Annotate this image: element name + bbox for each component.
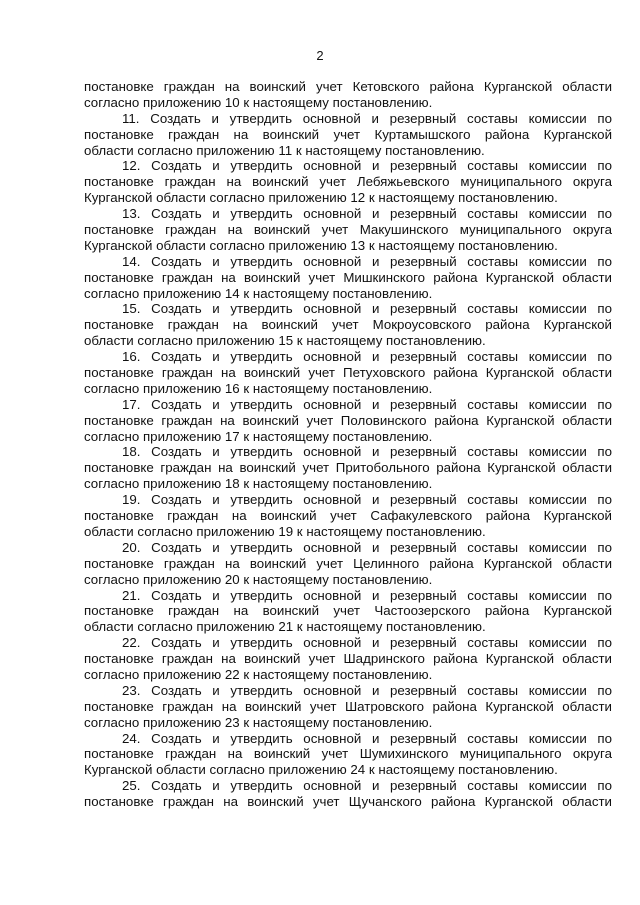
text-line: Курганской области согласно приложению 13 к настоящему постановлению.	[84, 237, 558, 253]
text-line: 11. Создать и утвердить основной и резервный составы комиссии по	[122, 110, 612, 126]
paragraph	[84, 301, 612, 349]
text-line: 22. Создать и утвердить основной и резервный составы комиссии по	[122, 635, 612, 651]
text-line: согласно приложению 22 к настоящему постановлению.	[84, 666, 433, 682]
text-line: области согласно приложению 11 к настоящему постановлению.	[84, 142, 485, 158]
text-line: постановке граждан на воинский учет Сафакулевского района Курганской	[84, 508, 612, 524]
text-line: 14. Создать и утвердить основной и резервный составы комиссии по	[122, 253, 612, 269]
text-line: постановке граждан на воинский учет Петуховского района Курганской области	[84, 365, 612, 381]
text-line: постановке граждан на воинский учет Кетовского района Курганской области	[84, 79, 612, 94]
text-line: согласно приложению 20 к настоящему постановлению.	[84, 571, 433, 587]
text-line: согласно приложению 14 к настоящему постановлению.	[84, 285, 433, 301]
page-number: 2	[316, 48, 324, 63]
text-line: 19. Создать и утвердить основной и резервный составы комиссии по	[122, 492, 612, 508]
text-line: области согласно приложению 21 к настоящему постановлению.	[84, 619, 486, 635]
text-line: постановке граждан на воинский учет Шадринского района Курганской области	[84, 651, 612, 667]
text-line: постановке граждан на воинский учет Лебяжьевского муниципального округа	[84, 174, 612, 190]
paragraph	[84, 111, 612, 159]
text-line: постановке граждан на воинский учет Частоозерского района Курганской	[84, 603, 612, 619]
text-line: области согласно приложению 15 к настоящему постановлению.	[84, 333, 486, 349]
paragraph	[84, 349, 612, 397]
text-line: области согласно приложению 19 к настоящему постановлению.	[84, 523, 486, 539]
text-line: 13. Создать и утвердить основной и резервный составы комиссии по	[122, 206, 612, 222]
text-line: постановке граждан на воинский учет Мокроусовского района Курганской	[84, 317, 612, 333]
paragraph	[84, 397, 612, 445]
paragraph	[84, 540, 612, 588]
text-line: согласно приложению 17 к настоящему постановлению.	[84, 428, 433, 444]
document-body	[84, 79, 612, 810]
text-line: постановке граждан на воинский учет Куртамышского района Курганской	[84, 126, 612, 142]
text-line: согласно приложению 18 к настоящему постановлению.	[84, 476, 433, 492]
paragraph	[84, 444, 612, 492]
text-line: постановке граждан на воинский учет Целинного района Курганской области	[84, 555, 612, 571]
text-line: 17. Создать и утвердить основной и резервный составы комиссии по	[122, 396, 612, 412]
paragraph	[84, 492, 612, 540]
text-line: 21. Создать и утвердить основной и резервный составы комиссии по	[122, 587, 612, 603]
text-line: 12. Создать и утвердить основной и резервный составы комиссии по	[122, 158, 612, 174]
paragraph	[84, 254, 612, 302]
text-line: согласно приложению 16 к настоящему постановлению.	[84, 380, 433, 396]
text-line: постановке граждан на воинский учет Шатровского района Курганской области	[84, 698, 612, 714]
text-line: постановке граждан на воинский учет Мишкинского района Курганской области	[84, 269, 612, 285]
text-line: 16. Создать и утвердить основной и резервный составы комиссии по	[122, 349, 612, 365]
text-line: постановке граждан на воинский учет Половинского района Курганской области	[84, 412, 612, 428]
text-line: 18. Создать и утвердить основной и резервный составы комиссии по	[122, 444, 612, 460]
text-line: постановке граждан на воинский учет Щучанского района Курганской области	[84, 794, 612, 810]
text-line: постановке граждан на воинский учет Макушинского муниципального округа	[84, 222, 612, 238]
text-line: 23. Создать и утвердить основной и резервный составы комиссии по	[122, 682, 612, 698]
text-line: 15. Создать и утвердить основной и резервный составы комиссии по	[122, 301, 612, 317]
paragraph	[84, 588, 612, 636]
paragraph	[84, 731, 612, 779]
text-line: 24. Создать и утвердить основной и резервный составы комиссии по	[122, 730, 612, 746]
text-line: постановке граждан на воинский учет Притобольного района Курганской области	[84, 460, 612, 476]
paragraph	[84, 683, 612, 731]
paragraph	[84, 778, 612, 810]
paragraph	[84, 206, 612, 254]
text-line: согласно приложению 23 к настоящему постановлению.	[84, 714, 433, 730]
paragraph	[84, 79, 612, 111]
paragraph	[84, 635, 612, 683]
text-line: Курганской области согласно приложению 24 к настоящему постановлению.	[84, 762, 558, 778]
text-line: согласно приложению 10 к настоящему постановлению.	[84, 94, 433, 110]
text-line: Курганской области согласно приложению 12 к настоящему постановлению.	[84, 190, 558, 206]
text-line: 25. Создать и утвердить основной и резервный составы комиссии по	[122, 778, 612, 794]
text-line: 20. Создать и утвердить основной и резервный составы комиссии по	[122, 539, 612, 555]
text-line: постановке граждан на воинский учет Шумихинского муниципального округа	[84, 746, 612, 762]
paragraph	[84, 158, 612, 206]
